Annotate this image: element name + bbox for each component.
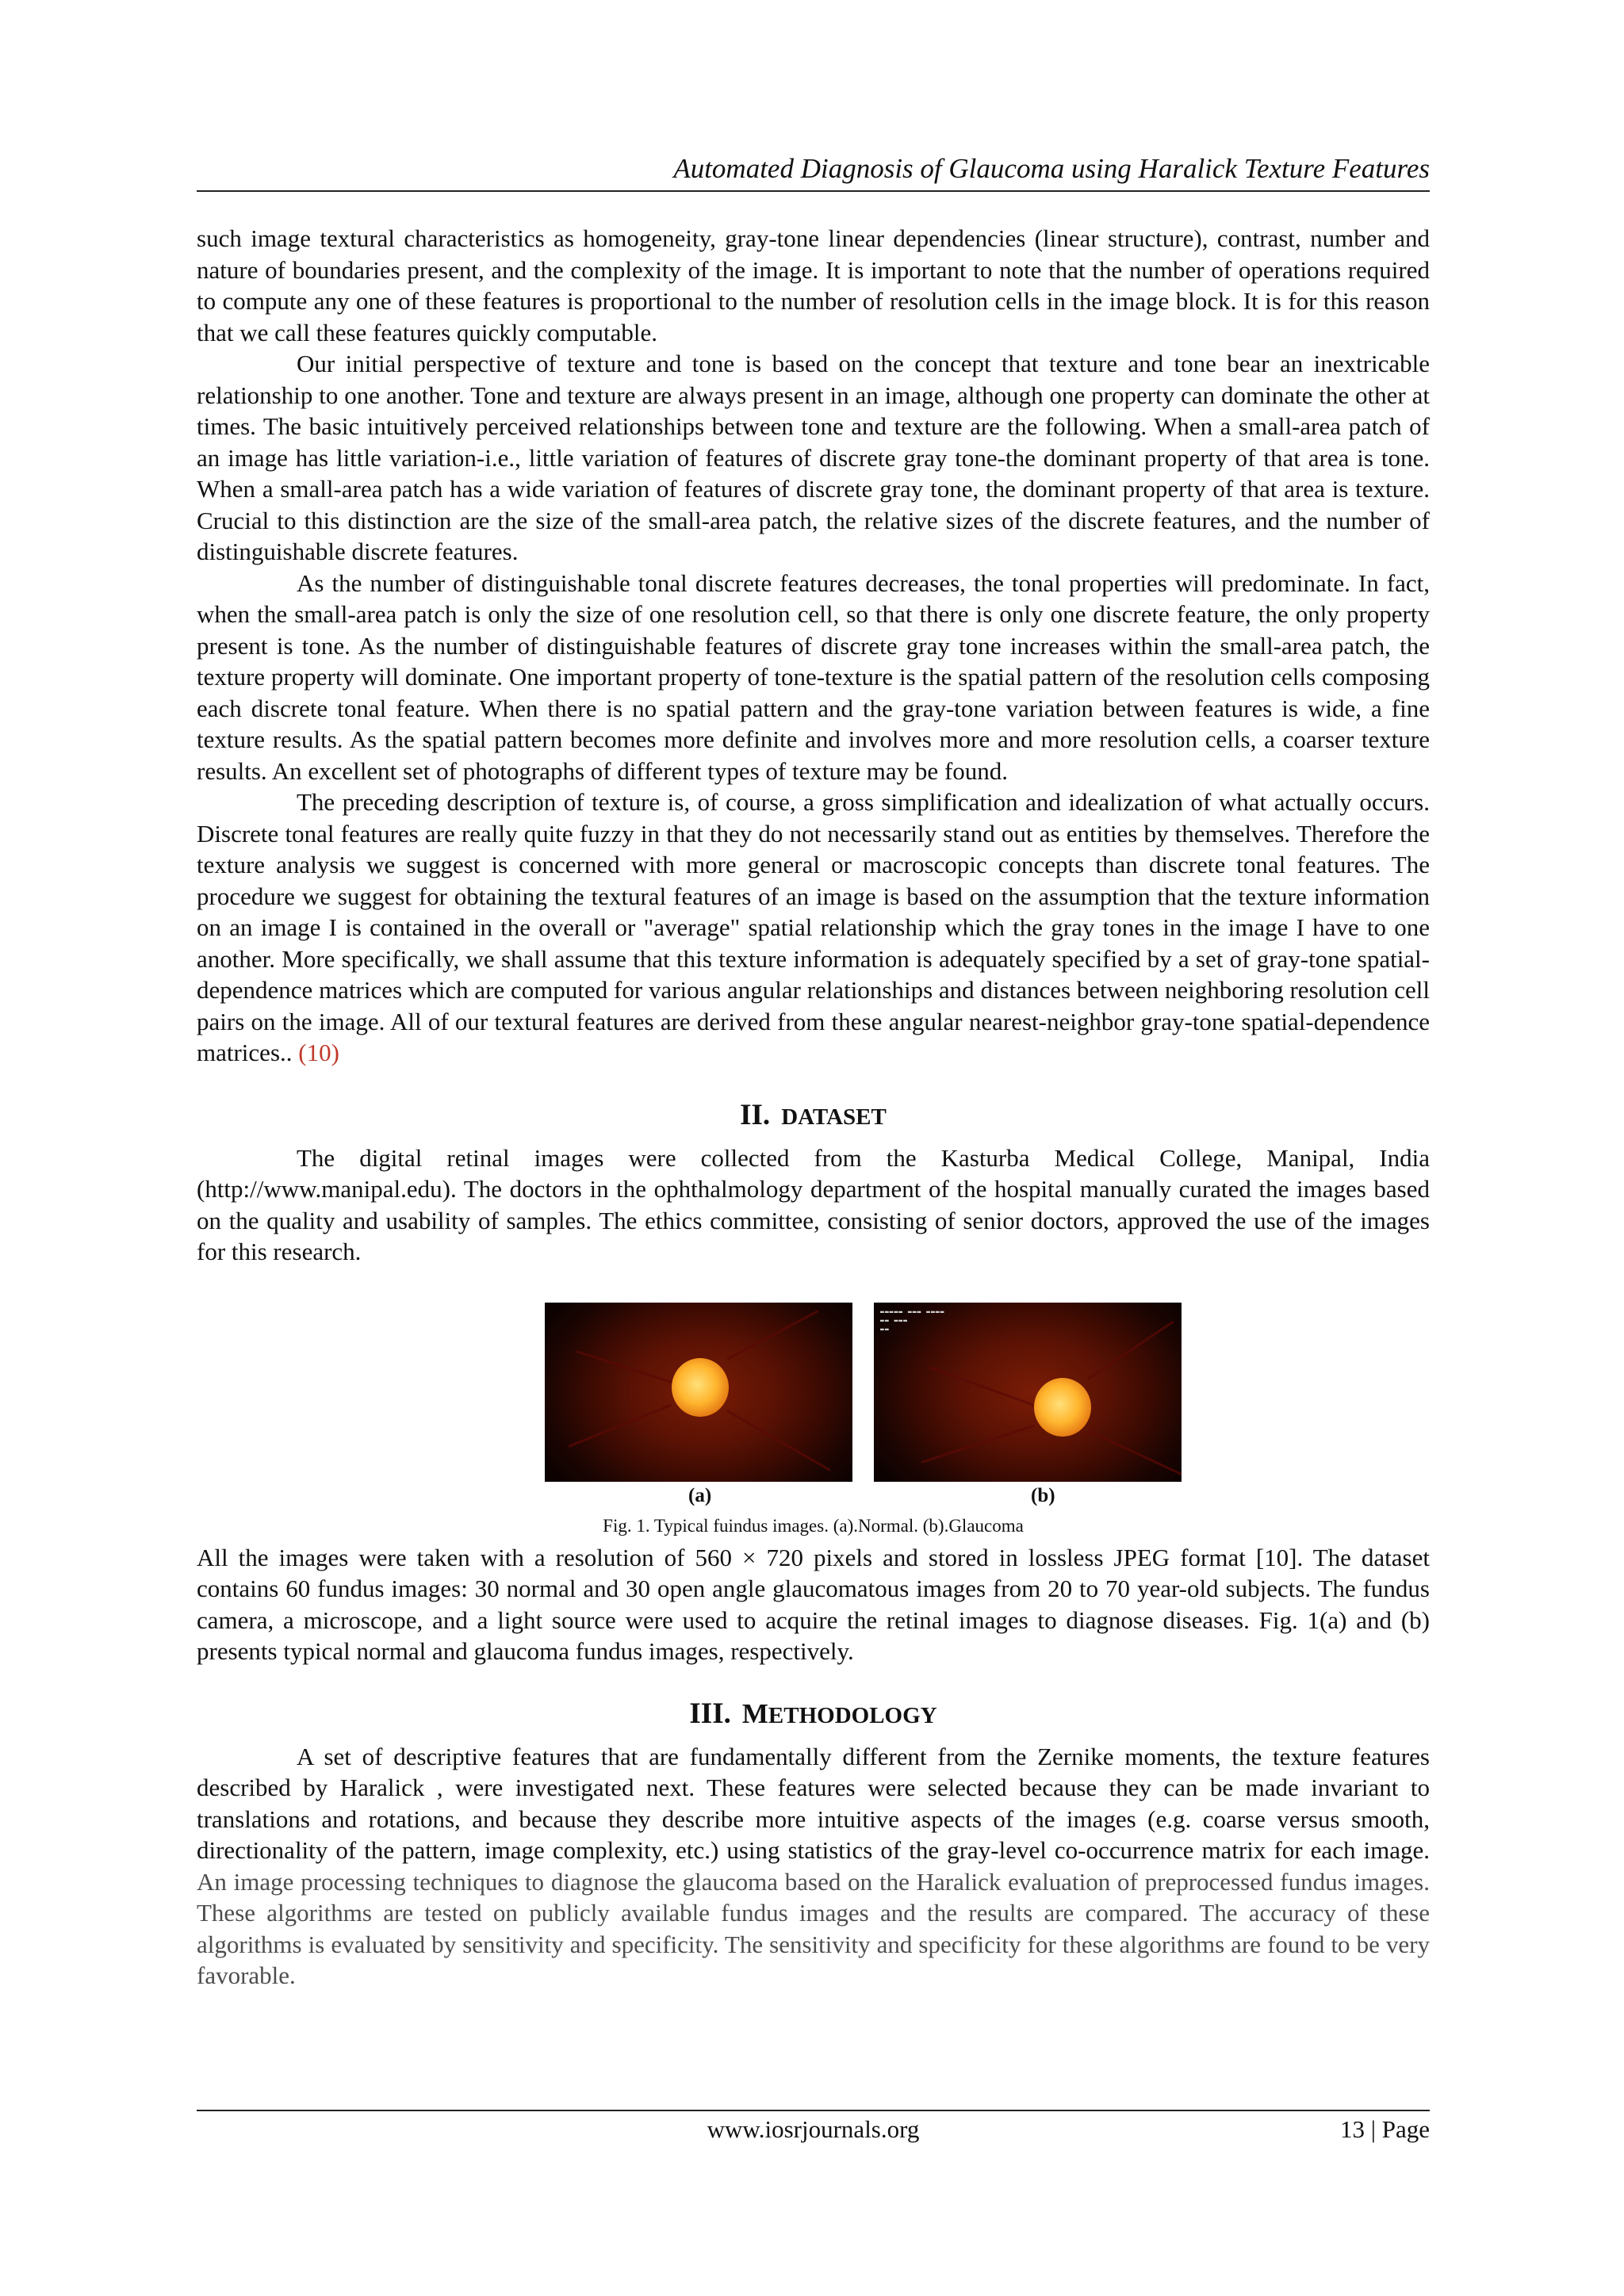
page-number: 13 | Page [1340,2115,1430,2143]
section-heading-dataset [197,1099,1430,1138]
image-overlay-text: ▬▬▬▬▬ ▬▬▬ ▬▬▬▬ ▬▬ ▬▬▬ ▬▬ [880,1307,945,1333]
figure-label-a: (a) [688,1484,712,1506]
paper-page [197,0,1430,2296]
footer-website: www.iosrjournals.org [707,2115,920,2143]
running-header: Automated Diagnosis of Glaucoma using Haralick Texture Features [673,153,1430,184]
figure-caption: Fig. 1. Typical fuindus images. (a).Normal. (b).Glaucoma [603,1515,1024,1536]
section-title: METHODOLOGY [741,1697,937,1729]
section-title: DATASET [781,1104,887,1130]
section-numeral: II. [740,1098,771,1131]
paragraph: such image textural characteristics as homogeneity, gray-tone linear dependencies (linear structure), contrast, number and nature of boundaries present, and the complexity of the image. It is important to note that the number of operations required to compute any one of these features is proportional to the number of resolution cells in the image block. It is for this reason that we call these features quickly computable. [197,224,1430,346]
figure-1 [197,1303,1430,1515]
paragraph: All the images were taken with a resolution of 560 × 720 pixels and stored in lossless JPEG format [10]. The dataset contains 60 fundus images: 30 normal and 30 open angle glaucomatous images from 20 to 70 year-old subjects. The fundus camera, a microscope, and a light source were used to acquire the retinal images to diagnose diseases. Fig. 1(a) and (b) presents typical normal and glaucoma fundus images, respectively. [197,1543,1430,1665]
optic-disc [672,1358,729,1417]
header-rule [197,190,1430,192]
section-numeral: III. [689,1697,731,1730]
paragraph-text-grey: An image processing techniques to diagnose the glaucoma based on the Haralick evaluation of preprocessed fundus images. These algorithms are tested on publicly available fundus images and the results are compared. The accuracy of these algorithms is evaluated by sensitivity and specificity. The sensitivity and specificity for these algorithms are found to be very favorable. [197,1867,1430,1989]
citation-link[interactable]: (10) [298,1039,339,1066]
paragraph-text: The preceding description of texture is, of course, a gross simplification and idealization of what actually occurs. Discrete tonal features are really quite fuzzy in that they do not necessarily stand out as entities by themselves. Therefore the texture analysis we suggest is concerned with more general or macroscopic concepts than discrete tonal features. The procedure we suggest for obtaining the textural features of an image is based on the assumption that the texture information on an image I is contained in the overall or "average" spatial relationship which the gray tones in the image I have to one another. More specifically, we shall assume that this texture information is adequately specified by a set of gray-tone spatial-dependence matrices which are computed for various angular relationships and distances between neighboring resolution cell pairs on the image. All of our textural features are derived from these angular nearest-neighbor gray-tone spatial-dependence matrices.. [197,788,1430,1066]
figure-label-b: (b) [1031,1484,1055,1506]
paragraph [197,786,1430,1069]
paragraph: The digital retinal images were collected from the Kasturba Medical College, Manipal, India (http://www.manipal.edu). The doctors in the ophthalmology department of the hospital manually curated the images based on the quality and usability of samples. The ethics committee, consisting of senior doctors, approved the use of the images for this research. [197,1143,1430,1265]
fundus-image-glaucoma [874,1303,1182,1482]
optic-disc [1034,1378,1091,1437]
paragraph-text: A set of descriptive features that are fundamentally different from the Zernike moments, the texture features described by Haralick , were investigated next. These features were selected because they can be made invariant to translations and rotations, and because they describe more intuitive aspects of the images (e.g. coarse versus smooth, directionality of the pattern, image complexity, etc.) using statistics of the gray-level co-occurrence matrix for each image. [197,1742,1430,1864]
paragraph: Our initial perspective of texture and tone is based on the concept that texture and tone bear an inextricable relationship to one another. Tone and texture are always present in an image, although one property can dominate the other at times. The basic intuitively perceived relationships between tone and texture are the following. When a small-area patch of an image has little variation-i.e., little variation of features of discrete gray tone-the dominant property of that area is tone. When a small-area patch has a wide variation of features of discrete gray tone, the dominant property of that area is texture. Crucial to this distinction are the size of the small-area patch, the relative sizes of the discrete features, and the number of distinguishable discrete features. [197,350,1430,565]
paragraph [197,1741,1430,1992]
footer-rule [197,2110,1430,2111]
paragraph: As the number of distinguishable tonal discrete features decreases, the tonal properties will predominate. In fact, when the small-area patch is only the size of one resolution cell, so that there is only one discrete feature, the only property present is tone. As the number of distinguishable features of discrete gray tone increases within the small-area patch, the texture property will dominate. One important property of tone-texture is the spatial pattern of the resolution cells composing each discrete tonal feature. When there is no spatial pattern and the gray-tone variation between features is wide, a fine texture results. As the spatial pattern becomes more definite and involves more and more resolution cells, a coarser texture results. An excellent set of photographs of different types of texture may be found. [197,568,1430,785]
section-heading-methodology [197,1697,1430,1736]
body-text [197,223,1430,1992]
fundus-image-normal [545,1303,852,1482]
